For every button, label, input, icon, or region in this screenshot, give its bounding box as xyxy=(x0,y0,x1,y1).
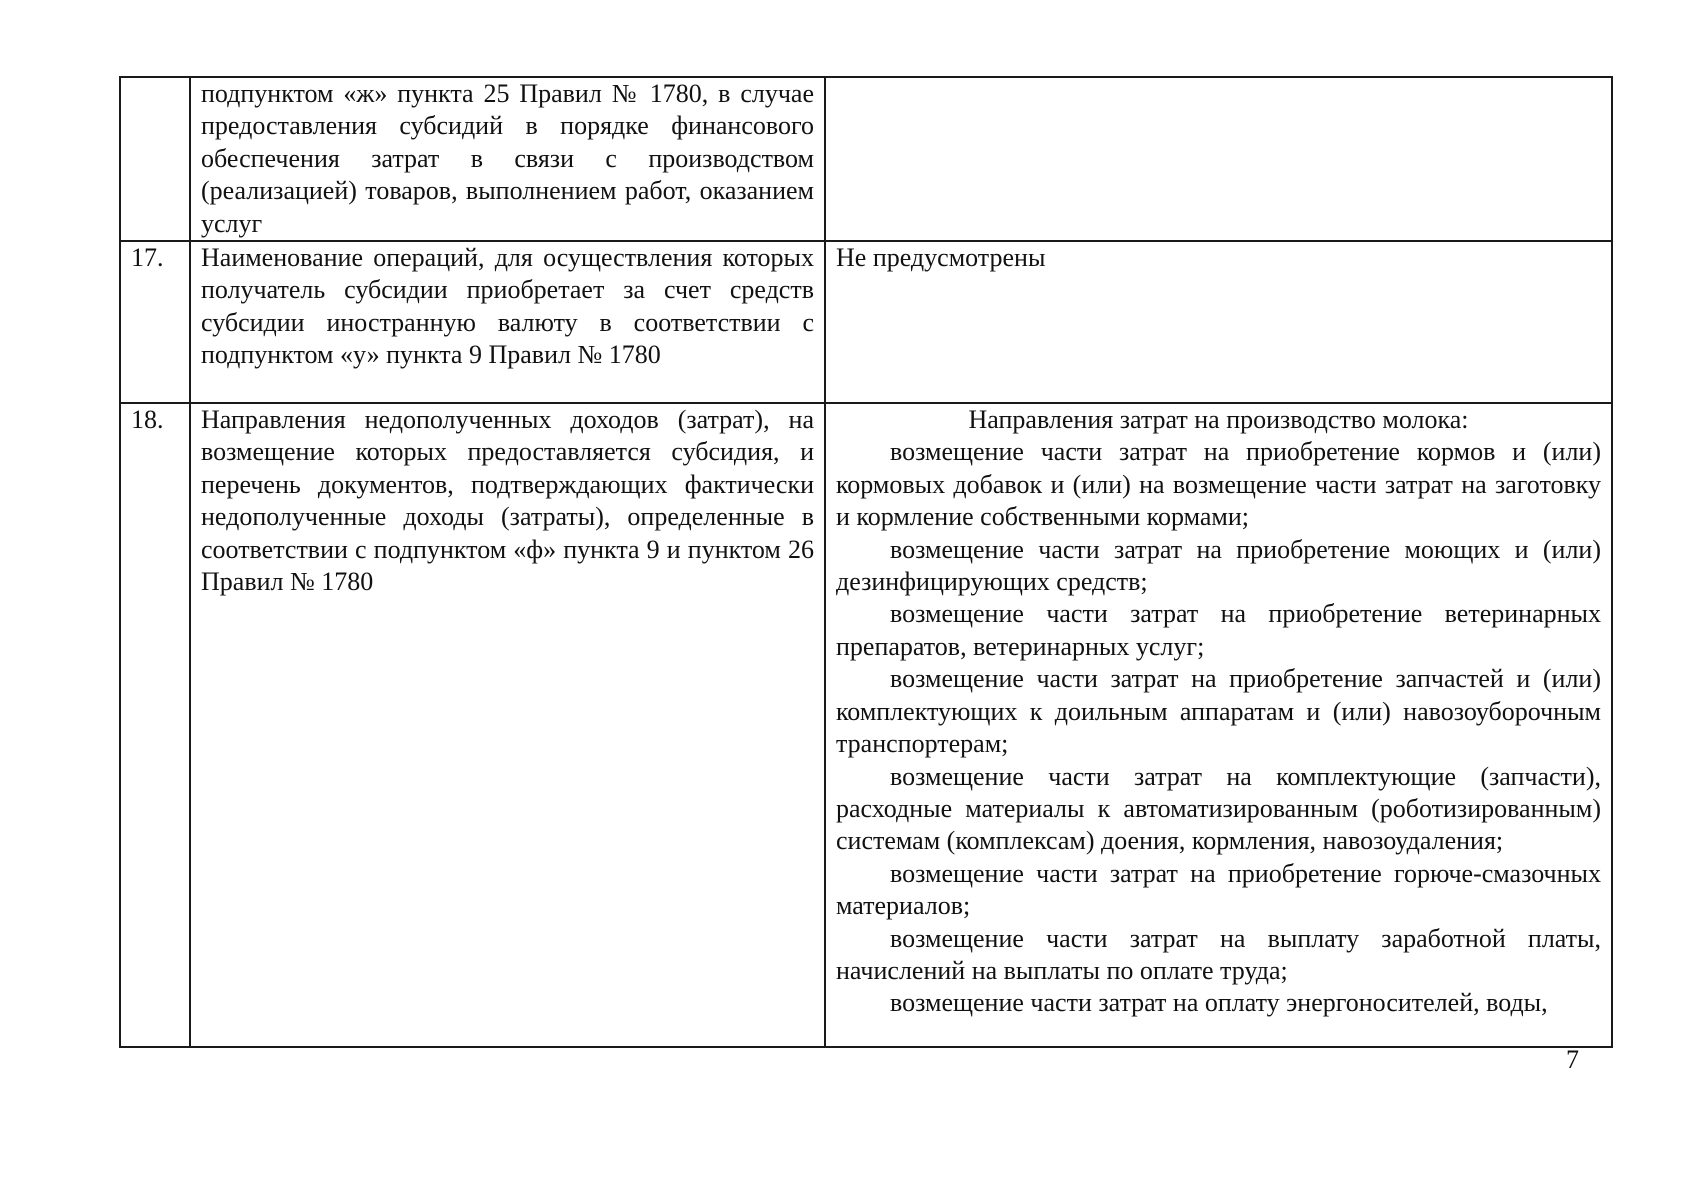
row-value-cell xyxy=(825,403,1612,1047)
value-item: возмещение части затрат на приобретение запчастей и (или) комплектующих к доильным аппаратам и (или) навозоуборочным транспортерам; xyxy=(836,664,1601,759)
row-value-cell xyxy=(825,241,1612,403)
row-name-text: подпунктом «ж» пункта 25 Правил № 1780, в случае предоставления субсидий в порядке финансового обеспечения затрат в связи с производством (реализацией) товаров, выполнением работ, оказанием услуг xyxy=(201,79,814,238)
value-item: возмещение части затрат на приобретение кормов и (или) кормовых добавок и (или) на возмещение части затрат на заготовку и кормление собственными кормами; xyxy=(836,437,1601,532)
value-item: возмещение части затрат на приобретение ветеринарных препаратов, ветеринарных услуг; xyxy=(836,599,1601,661)
row-value-cell xyxy=(825,77,1612,241)
value-item: возмещение части затрат на приобретение моющих и (или) дезинфицирующих средств; xyxy=(836,534,1601,597)
value-item: возмещение части затрат на оплату энергоносителей, воды, xyxy=(890,988,1548,1018)
row-number: 17. xyxy=(120,241,190,403)
value-heading: Направления затрат на производство молока: xyxy=(968,405,1469,435)
table-row xyxy=(120,403,1612,1047)
page-number: 7 xyxy=(1566,1045,1579,1074)
value-item: возмещение части затрат на выплату заработной платы, начислений на выплаты по оплате труда; xyxy=(836,923,1601,985)
row-number xyxy=(120,77,190,241)
row-name-cell xyxy=(190,241,825,403)
table-row xyxy=(120,241,1612,403)
value-item: возмещение части затрат на приобретение горюче-смазочных материалов; xyxy=(836,858,1601,921)
row-name-cell xyxy=(190,403,825,1047)
document-table xyxy=(119,76,1613,1048)
value-item: возмещение части затрат на комплектующие (запчасти), расходные материалы к автоматизированным (роботизированным) системам (комплексам) доения, кормления, навозоудаления; xyxy=(836,761,1601,856)
row-name-cell xyxy=(190,77,825,241)
row-number: 18. xyxy=(120,403,190,1047)
row-name-text: Наименование операций, для осуществления которых получатель субсидии приобретает за счет средств субсидии иностранную валюту в соответствии с подпунктом «у» пункта 9 Правил № 1780 xyxy=(201,243,814,370)
row-name-text: Направления недополученных доходов (затрат), на возмещение которых предоставляется субсидия, и перечень документов, подтверждающих фактически недополученные доходы (затраты), определенные в соответствии с подпунктом «ф» пункта 9 и пунктом 26 Правил № 1780 xyxy=(201,405,814,597)
table-row xyxy=(120,77,1612,241)
row-value-text: Не предусмотрены xyxy=(836,243,1046,273)
